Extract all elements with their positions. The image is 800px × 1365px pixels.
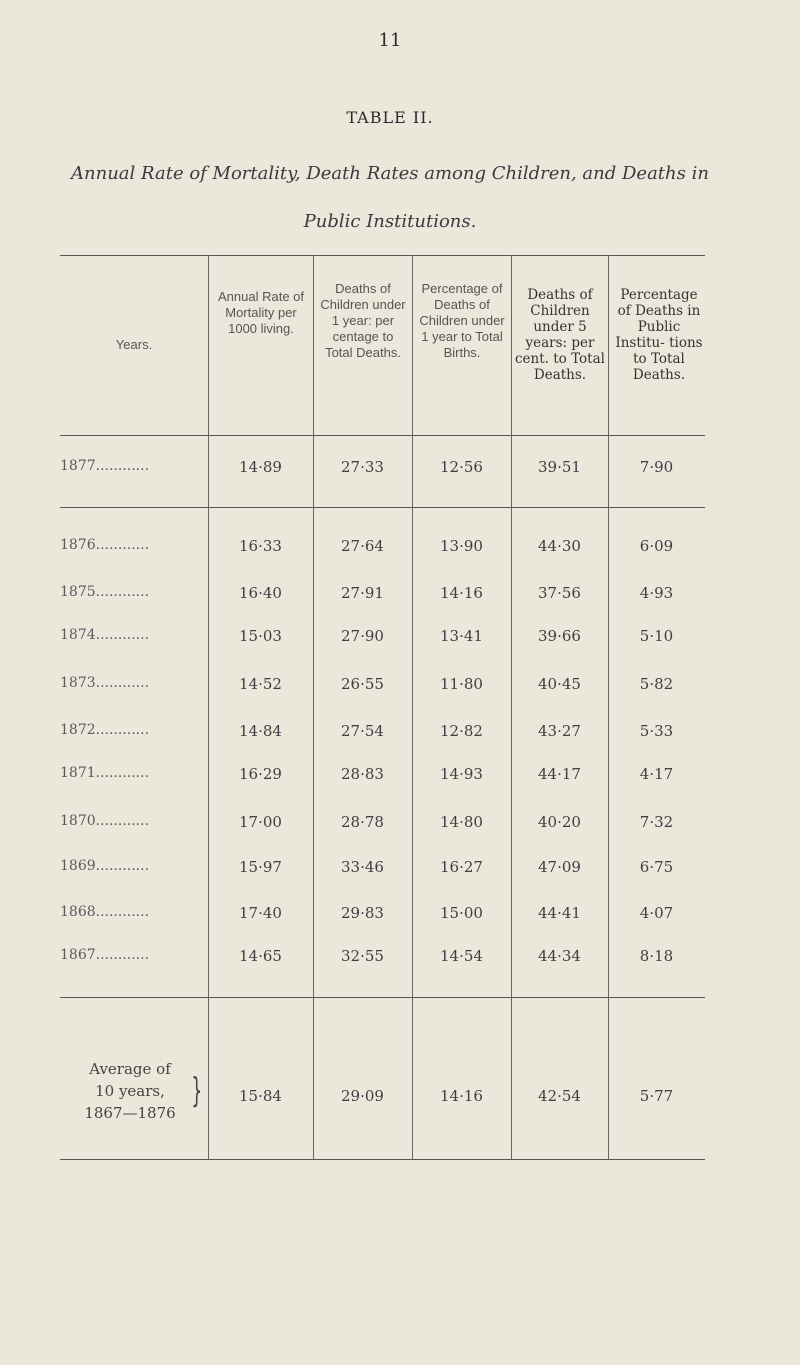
table-cell: 16·33 xyxy=(239,537,282,555)
table-cell: 27·54 xyxy=(341,722,384,740)
brace-icon: } xyxy=(191,1071,203,1111)
table-cell: 5·10 xyxy=(639,627,674,645)
table-cell: 5·33 xyxy=(639,722,674,740)
table-cell: 44·17 xyxy=(538,765,581,783)
table-cell: 28·78 xyxy=(341,813,384,831)
table-cell: 7·90 xyxy=(639,458,674,476)
table-cell: 8·18 xyxy=(639,947,674,965)
table-subtitle: Annual Rate of Mortality, Death Rates among Children, and Deaths in Public Institutions. xyxy=(71,163,709,232)
table-cell: 15·00 xyxy=(440,904,483,922)
average-label-line-3: 1867—1876 xyxy=(84,1104,176,1122)
table-cell: 44·41 xyxy=(538,904,581,922)
table-title: TABLE II. xyxy=(346,108,434,127)
average-label xyxy=(55,1058,205,1124)
row-year-label: 1873............ xyxy=(60,675,150,691)
header-years: Years. xyxy=(115,337,153,352)
row-year-label: 1877............ xyxy=(60,458,150,474)
row-year-label: 1869............ xyxy=(60,858,150,874)
column-divider-1 xyxy=(208,255,209,1160)
table-cell: 6·09 xyxy=(639,537,674,555)
average-cell: 15·84 xyxy=(239,1087,282,1105)
table-cell: 40·20 xyxy=(538,813,581,831)
table-cell: 27·91 xyxy=(341,584,384,602)
table-cell: 14·52 xyxy=(239,675,282,693)
table-cell: 4·17 xyxy=(639,765,674,783)
mortality-table xyxy=(60,255,705,1160)
row-year-label: 1871............ xyxy=(60,765,150,781)
table-cell: 37·56 xyxy=(538,584,581,602)
table-cell: 15·03 xyxy=(239,627,282,645)
table-cell: 29·83 xyxy=(341,904,384,922)
average-cell: 14·16 xyxy=(440,1087,483,1105)
table-cell: 27·33 xyxy=(341,458,384,476)
table-cell: 44·34 xyxy=(538,947,581,965)
table-cell: 33·46 xyxy=(341,858,384,876)
average-cell: 42·54 xyxy=(538,1087,581,1105)
table-cell: 4·93 xyxy=(639,584,674,602)
table-cell: 39·66 xyxy=(538,627,581,645)
table-cell: 15·97 xyxy=(239,858,282,876)
row-year-label: 1867............ xyxy=(60,947,150,963)
table-cell: 6·75 xyxy=(639,858,674,876)
row-year-label: 1875............ xyxy=(60,584,150,600)
table-cell: 16·27 xyxy=(440,858,483,876)
row-year-label: 1868............ xyxy=(60,904,150,920)
average-label-line-2: 10 years, xyxy=(95,1082,165,1100)
column-divider-2 xyxy=(313,255,314,1160)
row-year-label: 1876............ xyxy=(60,537,150,553)
table-cell: 28·83 xyxy=(341,765,384,783)
table-cell: 27·90 xyxy=(341,627,384,645)
header-children-under-1-deaths: Deaths of Children under 1 year: per centage to Total Deaths. xyxy=(320,281,406,360)
header-children-under-1-births: Percentage of Deaths of Children under 1 year to Total Births. xyxy=(419,281,505,360)
table-cell: 13·41 xyxy=(440,627,483,645)
average-cell: 29·09 xyxy=(341,1087,384,1105)
table-cell: 12·56 xyxy=(440,458,483,476)
header-public-institutions: Percentage of Deaths in Public Institu- tions to Total Deaths. xyxy=(615,287,703,383)
table-cell: 40·45 xyxy=(538,675,581,693)
column-divider-3 xyxy=(412,255,413,1160)
table-cell: 43·27 xyxy=(538,722,581,740)
table-cell: 14·80 xyxy=(440,813,483,831)
table-cell: 14·84 xyxy=(239,722,282,740)
table-cell: 11·80 xyxy=(440,675,483,693)
page-number: 11 xyxy=(378,30,402,51)
table-cell: 17·00 xyxy=(239,813,282,831)
row-year-label: 1872............ xyxy=(60,722,150,738)
header-children-under-5: Deaths of Children under 5 years: per cent. to Total Deaths. xyxy=(515,287,605,383)
average-label-line-1: Average of xyxy=(89,1060,171,1078)
table-cell: 44·30 xyxy=(538,537,581,555)
table-cell: 14·93 xyxy=(440,765,483,783)
table-cell: 26·55 xyxy=(341,675,384,693)
header-annual-rate: Annual Rate of Mortality per 1000 living. xyxy=(218,289,305,336)
table-cell: 39·51 xyxy=(538,458,581,476)
column-divider-4 xyxy=(511,255,512,1160)
column-divider-5 xyxy=(608,255,609,1160)
table-cell: 5·82 xyxy=(639,675,674,693)
average-cell: 5·77 xyxy=(639,1087,674,1105)
row-year-label: 1870............ xyxy=(60,813,150,829)
table-cell: 16·40 xyxy=(239,584,282,602)
table-cell: 27·64 xyxy=(341,537,384,555)
table-cell: 13·90 xyxy=(440,537,483,555)
table-cell: 14·65 xyxy=(239,947,282,965)
table-cell: 14·54 xyxy=(440,947,483,965)
table-cell: 14·89 xyxy=(239,458,282,476)
table-cell: 4·07 xyxy=(639,904,674,922)
table-cell: 12·82 xyxy=(440,722,483,740)
row-year-label: 1874............ xyxy=(60,627,150,643)
table-cell: 16·29 xyxy=(239,765,282,783)
table-cell: 14·16 xyxy=(440,584,483,602)
table-cell: 32·55 xyxy=(341,947,384,965)
table-cell: 47·09 xyxy=(538,858,581,876)
table-cell: 7·32 xyxy=(639,813,674,831)
table-cell: 17·40 xyxy=(239,904,282,922)
